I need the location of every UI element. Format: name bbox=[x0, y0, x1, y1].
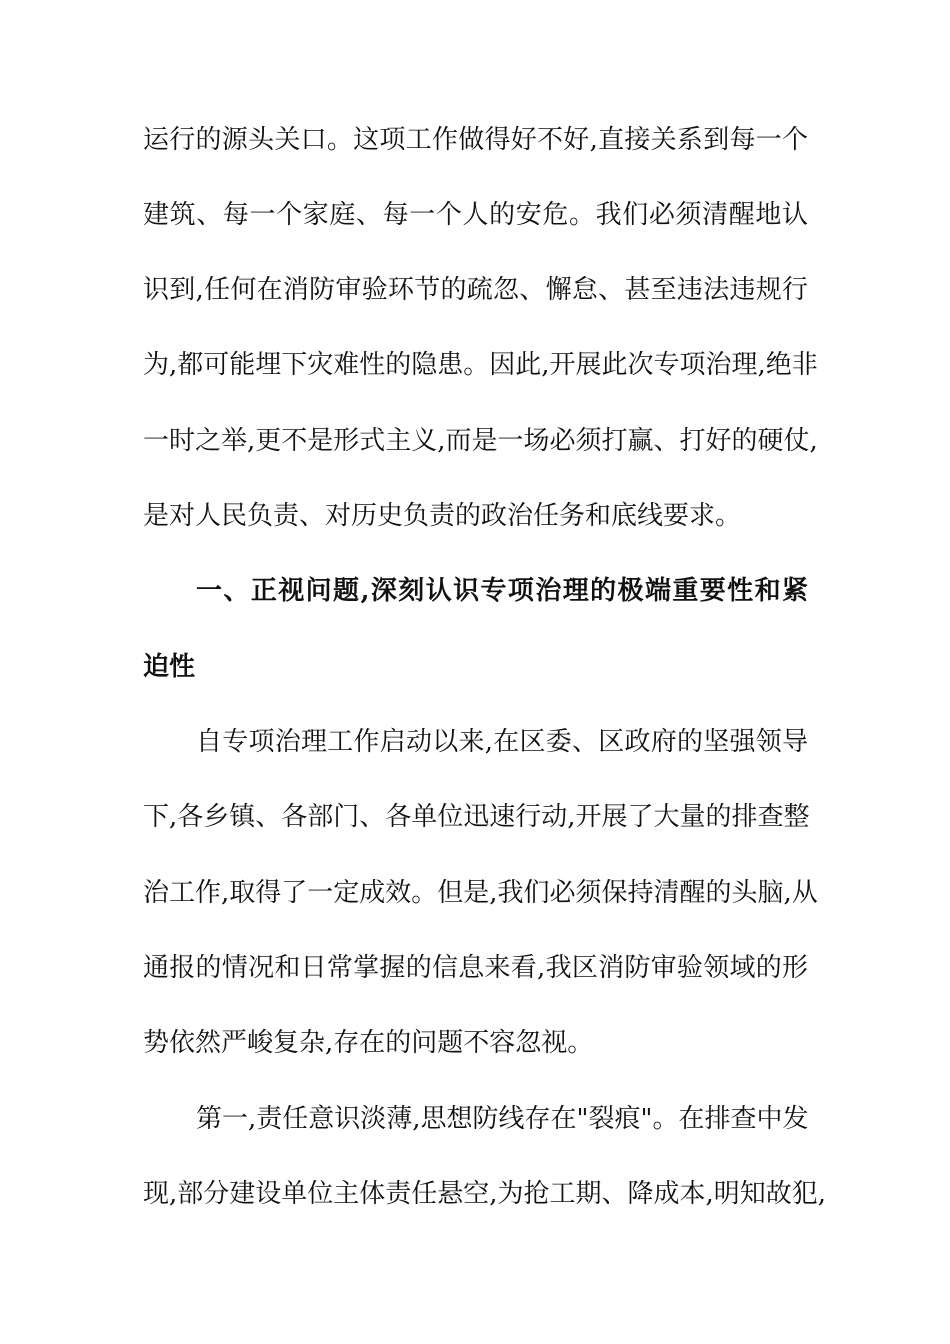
text-line-4: 为,都可能埋下灾难性的隐患。因此,开展此次专项治理,绝非 bbox=[143, 350, 818, 380]
text-line-3: 识到,任何在消防审验环节的疏忽、懈怠、甚至违法违规行 bbox=[143, 275, 808, 305]
text-line-5: 一时之举,更不是形式主义,而是一场必须打赢、打好的硬仗, bbox=[143, 426, 818, 456]
text-line-15: 现,部分建设单位主体责任悬空,为抢工期、降成本,明知故犯, bbox=[143, 1179, 827, 1209]
text-line-6: 是对人民负责、对历史负责的政治任务和底线要求。 bbox=[143, 501, 742, 531]
text-line-14: 第一,责任意识淡薄,思想防线存在"裂痕"。在排查中发 bbox=[196, 1104, 809, 1134]
text-line-10: 下,各乡镇、各部门、各单位迅速行动,开展了大量的排查整 bbox=[143, 802, 810, 832]
section-heading-line-2: 迫性 bbox=[143, 652, 196, 682]
section-heading-line-1: 一、正视问题,深刻认识专项治理的极端重要性和紧 bbox=[196, 576, 808, 606]
text-line-12: 通报的情况和日常掌握的信息来看,我区消防审验领域的形 bbox=[143, 953, 808, 983]
text-line-2: 建筑、每一个家庭、每一个人的安危。我们必须清醒地认 bbox=[143, 200, 808, 230]
text-line-9: 自专项治理工作启动以来,在区委、区政府的坚强领导 bbox=[196, 727, 808, 757]
text-line-11: 治工作,取得了一定成效。但是,我们必须保持清醒的头脑,从 bbox=[143, 878, 818, 908]
text-line-1: 运行的源头关口。这项工作做得好不好,直接关系到每一个 bbox=[143, 125, 808, 155]
text-line-13: 势依然严峻复杂,存在的问题不容忽视。 bbox=[143, 1028, 594, 1058]
